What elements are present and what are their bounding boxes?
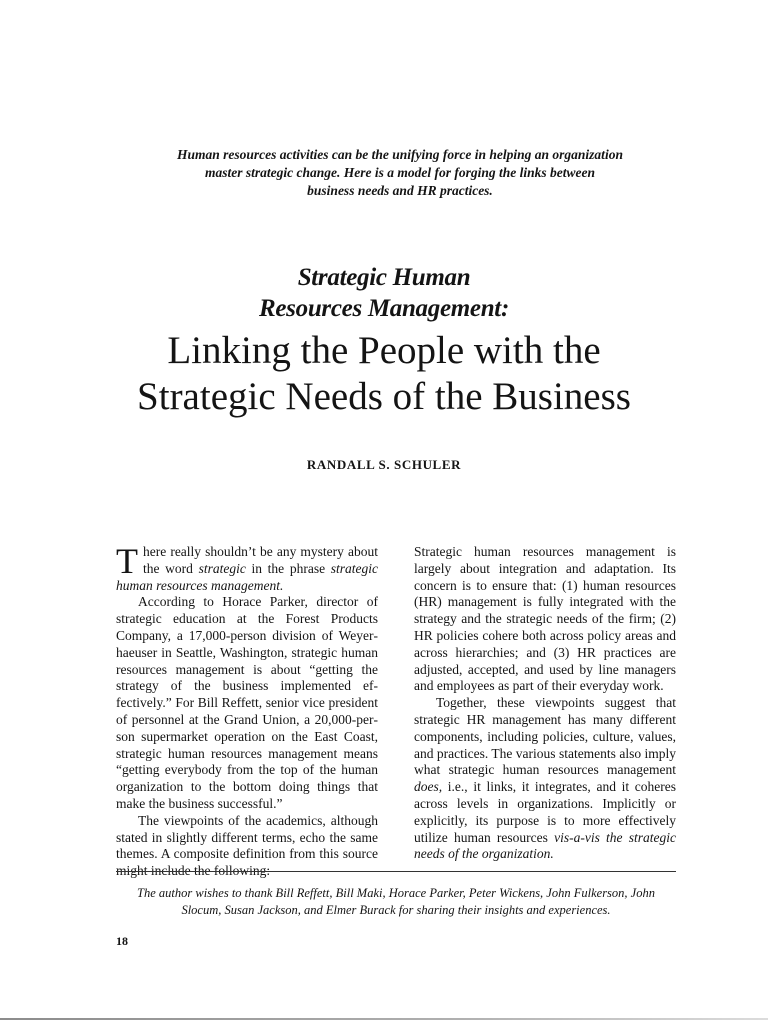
- article-kicker: [84, 262, 684, 324]
- paragraph: The viewpoints of the academics, although stated in slightly different terms, echo the same themes. A composite definition from this source might include the following:: [116, 812, 378, 879]
- intro-line: business needs and HR practices.: [307, 183, 493, 198]
- footnote-divider: [116, 871, 676, 872]
- paragraph: [414, 695, 676, 863]
- author-byline: RANDALL S. SCHULER: [306, 457, 462, 472]
- emphasis: strategic human resources management.: [116, 560, 378, 593]
- paragraph: Strategic human resources management is largely about integration and adaptation. Its concern is to ensure that: (1) human resources (HR) management is fully integrated with the strategy and the strategic needs of the firm; (2) HR policies cohere both across policy areas and across hierarchies; and (3) HR practices are adjusted, accepted, and used by line managers and employees as part of their everyday work.: [414, 544, 676, 694]
- paragraph: [116, 541, 378, 594]
- paragraph: According to Horace Parker, director of strategic education at the Forest Products Company, a 17,000-person division of Weyerhaeuser in Seattle, Washington, strategic human resources management is about “getting the strategy of the business implemented effectively.” For Bill Reffett, senior vice president of personnel at the Grand Union, a 20,000-person supermarket operation on the East Coast, strategic human resources management means “getting everybody from the top of the human organization to the bottom doing things that make the business successful.”: [116, 594, 378, 811]
- intro-line: Human resources activities can be the unifying force in helping an organization: [177, 147, 623, 162]
- footnote-line: The author wishes to thank Bill Reffett, Bill Maki, Horace Parker, Peter Wickens, John Fulkerson, John: [137, 886, 655, 900]
- drop-cap: T: [116, 541, 138, 581]
- page-number: 18: [116, 934, 128, 948]
- title-line: Strategic Needs of the Business: [137, 375, 631, 418]
- emphasis: strategic: [198, 560, 246, 576]
- text-run: in the phrase: [245, 560, 331, 576]
- article-title: [34, 328, 734, 420]
- kicker-line: Strategic Human: [297, 264, 471, 291]
- intro-line: master strategic change. Here is a model for forging the links between: [205, 165, 595, 180]
- emphasis: vis-a-vis the strategic needs of the organization.: [414, 829, 676, 862]
- acknowledgment-footnote: [110, 885, 682, 919]
- text-run: Together, these viewpoints suggest that strategic HR management has many different components, including policies, culture, values, and practices. The various statements also imply what strategic human resources management: [414, 695, 676, 778]
- intro-blurb: [120, 146, 680, 200]
- kicker-line: Resources Management:: [259, 295, 509, 322]
- text-run: here really shouldn’t be any mystery about the word: [143, 544, 378, 576]
- left-column: [116, 541, 378, 880]
- footnote-line: Slocum, Susan Jackson, and Elmer Burack for sharing their insights and experiences.: [181, 903, 611, 917]
- text-run: i.e., it links, it integrates, and it coheres across levels in organizations. Implicitly or explicitly, its purpose is to more effectively utilize human resources: [414, 779, 676, 845]
- emphasis: does,: [414, 779, 443, 795]
- scan-edge-line: [0, 1018, 768, 1020]
- right-column: [414, 544, 676, 863]
- title-line: Linking the People with the: [167, 329, 601, 372]
